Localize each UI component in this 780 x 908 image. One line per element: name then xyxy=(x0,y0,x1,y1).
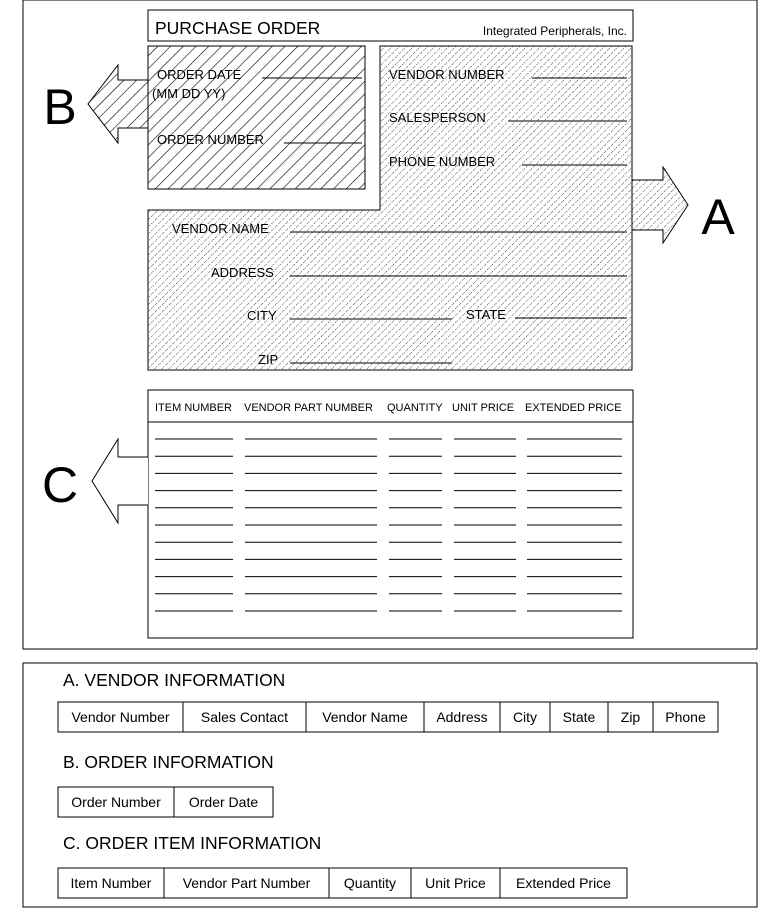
arrow-b xyxy=(88,65,148,143)
legend-field-label: Item Number xyxy=(70,875,152,891)
items-table xyxy=(148,390,633,638)
order-date-label: ORDER DATE xyxy=(157,67,242,82)
col-vendor-part-number: VENDOR PART NUMBER xyxy=(244,402,373,414)
vendor-name-label: VENDOR NAME xyxy=(172,221,269,236)
legend-field-label: Quantity xyxy=(343,875,397,891)
legend-field-label: Extended Price xyxy=(516,875,611,891)
col-unit-price: UNIT PRICE xyxy=(452,402,515,414)
arrow-a xyxy=(632,167,688,243)
legend-field-label: Vendor Part Number xyxy=(182,875,311,891)
legend-field-label: Order Number xyxy=(71,794,161,810)
legend-heading-vendor: A. VENDOR INFORMATION xyxy=(63,670,286,690)
legend-field-label: Sales Contact xyxy=(200,709,289,725)
salesperson-label: SALESPERSON xyxy=(389,110,486,125)
legend-field-label: City xyxy=(512,709,538,725)
state-label: STATE xyxy=(466,307,506,322)
vendor-number-label: VENDOR NUMBER xyxy=(389,67,505,82)
callout-b: B xyxy=(43,79,77,135)
legend-field-label: State xyxy=(562,709,596,725)
legend-heading-order: B. ORDER INFORMATION xyxy=(63,752,274,772)
order-item-information-fields xyxy=(58,868,627,898)
callout-c: C xyxy=(41,457,79,513)
col-extended-price: EXTENDED PRICE xyxy=(525,402,622,414)
legend-heading-items: C. ORDER ITEM INFORMATION xyxy=(63,833,322,853)
arrow-c xyxy=(92,439,148,523)
legend-field-label: Vendor Name xyxy=(322,709,408,725)
legend-field-label: Phone xyxy=(665,709,706,725)
date-format-label: (MM DD YY) xyxy=(152,86,226,101)
legend-field-label: Order Date xyxy=(188,794,259,810)
zip-label: ZIP xyxy=(258,352,279,367)
city-label: CITY xyxy=(247,308,277,323)
legend-field-label: Address xyxy=(436,709,488,725)
col-quantity: QUANTITY xyxy=(387,402,443,414)
legend-field-label: Vendor Number xyxy=(71,709,170,725)
col-item-number: ITEM NUMBER xyxy=(155,402,232,414)
legend-field-label: Zip xyxy=(620,709,641,725)
vendor-information-fields xyxy=(58,702,718,732)
legend-field-label: Unit Price xyxy=(425,875,486,891)
order-number-label: ORDER NUMBER xyxy=(157,132,264,147)
address-label: ADDRESS xyxy=(211,265,274,280)
callout-a: A xyxy=(701,189,735,245)
order-information-fields xyxy=(58,787,273,817)
phone-number-label: PHONE NUMBER xyxy=(389,154,496,169)
form-title: PURCHASE ORDER xyxy=(155,18,321,38)
company-name: Integrated Peripherals, Inc. xyxy=(482,24,627,38)
